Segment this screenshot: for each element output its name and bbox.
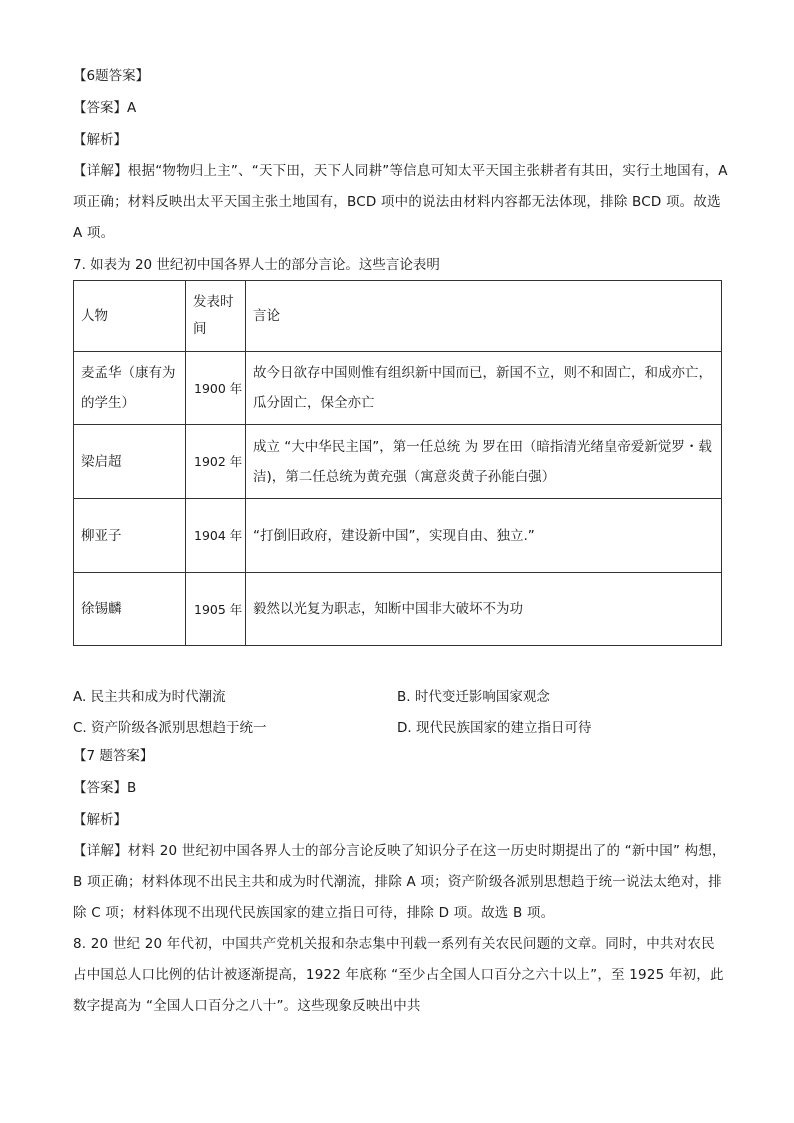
table-header-row [74,281,722,352]
row-speech: 毅然以光复为职志，知断中国非大破坏不为功 [246,573,722,646]
q8-line-2: 占中国总人口比例的估计被逐渐提高，1922 年底称 “至少占全国人口百分之六十以上”，至 1925 年初，此 [73,967,724,983]
row-year: 1905 年 [186,573,246,646]
q7-detail-line-1: 【详解】材料 20 世纪初中国各界人士的部分言论反映了知识分子在这一历史时期提出了的 “新中国” 构想， [73,843,726,859]
q7-detail-line-2: B 项正确；材料体现不出民主共和成为时代潮流，排除 A 项；资产阶级各派别思想趋于统一说法太绝对，排 [73,874,722,890]
q7-answer: 【答案】B [73,780,137,796]
row-speech: 故今日欲存中国则惟有组织新中国而已，新国不立，则不和固亡，和成亦亡，瓜分固亡，保全亦亡 [246,352,722,425]
row-person: 麦孟华（康有为的学生） [74,352,186,425]
table-row [74,499,722,573]
row-person: 徐锡麟 [74,573,186,646]
q8-line-1: 8. 20 世纪 20 年代初，中国共产党机关报和杂志集中刊载一系列有关农民问题的文章。同时，中共对农民 [73,936,715,952]
header-speech: 言论 [246,281,722,352]
option-b: B. 时代变迁影响国家观念 [397,689,550,705]
q6-header: 【6题答案】 [73,68,150,84]
row-year: 1902 年 [186,425,246,499]
header-person: 人物 [74,281,186,352]
q7-detail [73,836,745,929]
table-row [74,425,722,499]
q8-line-3: 数字提高为 “全国人口百分之八十”。这些现象反映出中共 [73,998,421,1014]
q6-answer: 【答案】A [73,100,137,116]
row-speech: 成立 “大中华民主国”，第一任总统 为 罗在田（暗指清光绪皇帝爱新觉罗・载洁)，第二任总统为黄充强（寓意炎黄子孙能白强） [246,425,722,499]
option-a: A. 民主共和成为时代潮流 [73,689,226,705]
q7-analysis-label: 【解析】 [73,812,127,828]
option-c: C. 资产阶级各派别思想趋于统一 [73,720,267,736]
q6-detail [73,156,745,249]
q7-header: 【7 题答案】 [73,748,154,764]
row-person: 柳亚子 [74,499,186,573]
q7-stem: 7. 如表为 20 世纪初中国各界人士的部分言论。这些言论表明 [73,257,440,273]
row-year: 1904 年 [186,499,246,573]
row-person: 梁启超 [74,425,186,499]
q6-detail-line-2: 项正确；材料反映出太平天国主张土地国有，BCD 项中的说法由材料内容都无法体现，排除 BCD 项。故选 [73,194,721,210]
q6-detail-line-1: 【详解】根据“物物归上主”、“天下田，天下人同耕”等信息可知太平天国主张耕者有其田，实行土地国有，A [73,163,728,179]
row-year: 1900 年 [186,352,246,425]
header-year: 发表时间 [186,281,246,352]
table-row [74,573,722,646]
q7-detail-line-3: 除 C 项；材料体现不出现代民族国家的建立指日可待，排除 D 项。故选 B 项。 [73,905,555,921]
table-row [74,352,722,425]
q6-detail-line-3: A 项。 [73,225,115,241]
row-speech: “打倒旧政府，建设新中国”，实现自由、独立.” [246,499,722,573]
q8-stem [73,929,745,1022]
q6-analysis-label: 【解析】 [73,132,127,148]
option-d: D. 现代民族国家的建立指日可待 [397,720,592,736]
q7-table [73,280,722,646]
